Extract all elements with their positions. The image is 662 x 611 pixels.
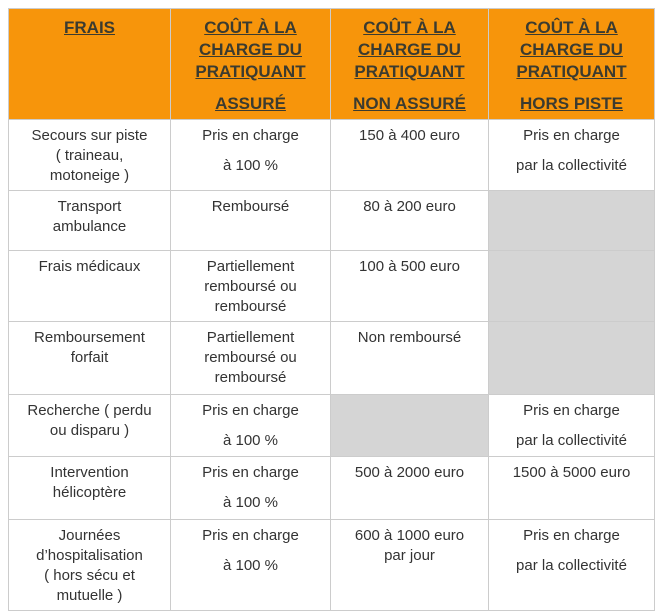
cell-text-line: Frais médicaux [38,258,141,275]
cell-text-line: Pris en charge [523,527,620,544]
cell-r1-c3 [331,120,489,191]
cell-text-line: à 100 % [222,157,279,174]
cell-r3-c4 [489,251,655,322]
cell-r6-c1 [9,457,171,520]
cell-text-line: Journées [58,527,121,544]
cell-paragraph [175,401,326,421]
cell-paragraph [13,401,166,441]
table-row [9,191,655,251]
cell-paragraph [13,197,166,237]
cell-paragraph [493,556,650,576]
cell-text-line: Pris en charge [202,127,299,144]
header-row [9,9,655,120]
cell-text-line: ( traineau, [55,147,124,164]
cell-r4-c3 [331,322,489,395]
cell-paragraph [335,197,484,217]
cell-text-line: Pris en charge [202,527,299,544]
cell-r3-c3 [331,251,489,322]
cell-r7-c4 [489,520,655,611]
cell-text-line: hélicoptère [52,484,127,501]
cell-paragraph [175,556,326,576]
cell-text-line: par la collectivité [516,157,627,174]
cell-text-line: ambulance [52,218,127,235]
cell-paragraph [335,17,484,83]
cell-r5-c1 [9,395,171,457]
cell-text-line: motoneige ) [49,167,130,184]
cell-paragraph [175,328,326,388]
table-row [9,395,655,457]
cell-r2-c2 [171,191,331,251]
cell-text-line: CHARGE DU [199,40,302,59]
cell-text-line: Recherche ( perdu [27,402,152,419]
cell-text-line: PRATIQUANT [195,62,306,81]
cell-paragraph [175,126,326,146]
cell-text-line: par la collectivité [516,557,627,574]
cell-text-line: à 100 % [222,432,279,449]
cell-text-line: remboursé ou [204,278,297,295]
cell-text-line: ASSURÉ [215,94,286,113]
cell-paragraph [175,257,326,317]
cell-text-line: Pris en charge [202,464,299,481]
cell-paragraph [175,431,326,451]
cell-paragraph [493,156,650,176]
table-row [9,457,655,520]
cell-text-line: 100 à 500 euro [359,258,460,275]
table-row [9,322,655,395]
cell-r7-c1 [9,520,171,611]
cell-paragraph [13,328,166,368]
cell-text-line: 600 à 1000 euro [354,527,465,544]
cell-text-line: remboursé ou [204,349,297,366]
cell-paragraph [493,401,650,421]
header-cell-2 [171,9,331,120]
cell-text-line: par jour [384,547,435,564]
cell-r3-c2 [171,251,331,322]
table-row [9,251,655,322]
cell-text-line: PRATIQUANT [354,62,465,81]
cell-text-line: 1500 à 5000 euro [512,464,631,481]
table-body [9,120,655,611]
cell-r5-c4 [489,395,655,457]
cell-text-line: à 100 % [222,557,279,574]
cell-text-line: CHARGE DU [358,40,461,59]
cell-text-line: Secours sur piste [31,127,148,144]
cell-paragraph [13,257,166,277]
cell-r1-c2 [171,120,331,191]
cell-paragraph [493,17,650,83]
cell-r3-c1 [9,251,171,322]
cell-text-line: forfait [70,349,109,366]
cell-text-line: Non remboursé [357,329,462,346]
cell-paragraph [13,526,166,606]
cell-paragraph [13,463,166,503]
cell-text-line: Intervention [50,464,129,481]
cell-r7-c3 [331,520,489,611]
cell-paragraph [175,197,326,217]
cell-r2-c1 [9,191,171,251]
table-row [9,120,655,191]
cell-text-line: COÛT À LA [525,18,618,37]
cell-paragraph [335,93,484,115]
cell-text-line: Partiellement [206,329,295,346]
cell-r6-c3 [331,457,489,520]
cell-r1-c1 [9,120,171,191]
cell-paragraph [335,463,484,483]
cell-text-line: ( hors sécu et [44,567,135,584]
cell-paragraph [175,493,326,513]
cell-text-line: HORS PISTE [520,94,623,113]
cell-paragraph [335,126,484,146]
cell-text-line: COÛT À LA [204,18,297,37]
cell-paragraph [13,126,166,186]
cell-text-line: 150 à 400 euro [359,127,460,144]
cell-paragraph [175,463,326,483]
cell-paragraph [493,431,650,451]
cell-r1-c4 [489,120,655,191]
cell-paragraph [175,526,326,546]
cell-text-line: Pris en charge [523,402,620,419]
cell-r2-c4 [489,191,655,251]
cell-r6-c2 [171,457,331,520]
cell-paragraph [335,257,484,277]
cell-text-line: Partiellement [206,258,295,275]
cell-r4-c4 [489,322,655,395]
cell-text-line: d’hospitalisation [36,547,143,564]
cell-r2-c3 [331,191,489,251]
cell-r7-c2 [171,520,331,611]
cell-paragraph [175,93,326,115]
cell-text-line: mutuelle ) [56,587,123,604]
cell-r5-c2 [171,395,331,457]
cell-text-line: Pris en charge [523,127,620,144]
cell-text-line: 500 à 2000 euro [354,464,465,481]
cell-text-line: FRAIS [64,18,115,37]
header-cell-4 [489,9,655,120]
cell-paragraph [13,17,166,39]
header-cell-3 [331,9,489,120]
cell-r4-c1 [9,322,171,395]
cell-paragraph [493,463,650,483]
cell-text-line: remboursé [214,369,287,386]
cell-text-line: par la collectivité [516,432,627,449]
cell-paragraph [175,156,326,176]
cell-text-line: CHARGE DU [520,40,623,59]
table-row [9,520,655,611]
cell-text-line: Pris en charge [202,402,299,419]
cost-table [8,8,655,611]
cell-text-line: COÛT À LA [363,18,456,37]
cell-paragraph [493,93,650,115]
cell-r4-c2 [171,322,331,395]
header-cell-1 [9,9,171,120]
cell-text-line: Remboursé [211,198,290,215]
cell-paragraph [335,526,484,566]
cell-text-line: 80 à 200 euro [363,198,456,215]
cell-text-line: PRATIQUANT [516,62,627,81]
cell-paragraph [175,17,326,83]
cell-text-line: NON ASSURÉ [353,94,466,113]
cell-text-line: à 100 % [222,494,279,511]
cell-r6-c4 [489,457,655,520]
cell-r5-c3 [331,395,489,457]
cell-text-line: Transport [57,198,122,215]
cell-text-line: ou disparu ) [49,422,130,439]
cell-text-line: Remboursement [34,329,145,346]
cell-paragraph [335,328,484,348]
cell-text-line: remboursé [214,298,287,315]
cell-paragraph [493,126,650,146]
cell-paragraph [493,526,650,546]
